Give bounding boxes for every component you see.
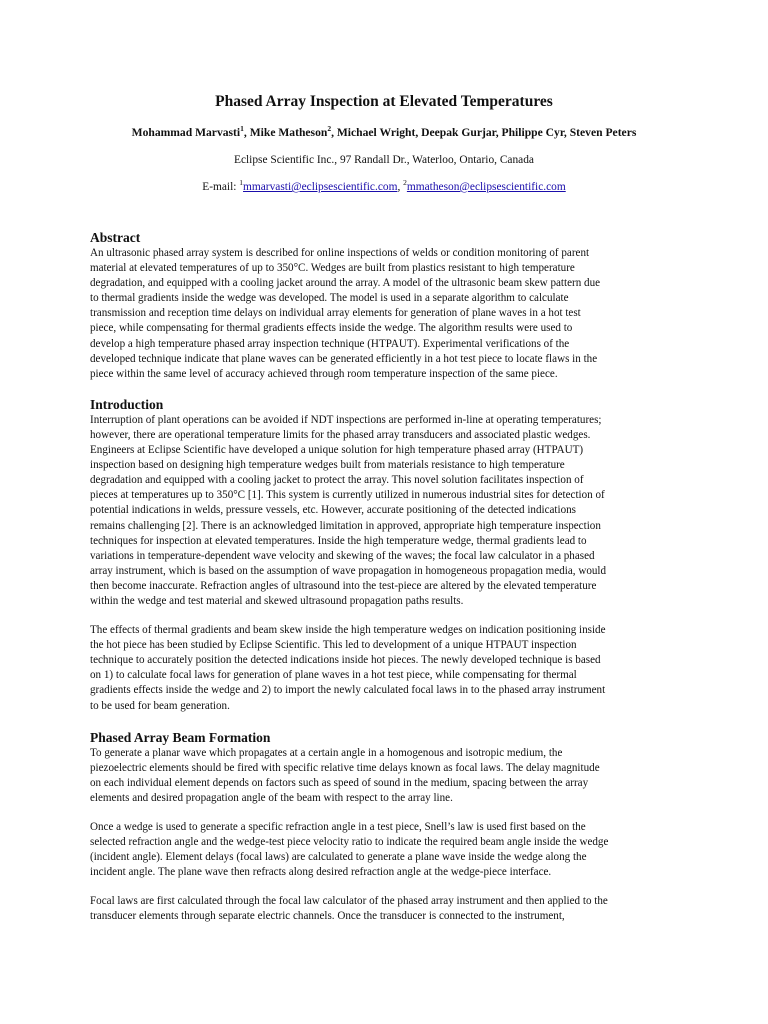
email-prefix: E-mail:	[202, 181, 240, 193]
author-name: Mohammad Marvasti	[131, 126, 241, 139]
email-line	[90, 180, 678, 195]
text-line: elements and desired propagation angle of the beam with respect to the array line.	[90, 791, 453, 804]
text-line: degradation, and equipped with a cooling jacket around the array. A model of the ultrasonic beam skew pattern due	[90, 277, 601, 290]
beam-formation-heading: Phased Array Beam Formation	[90, 729, 271, 745]
text-line: remains challenging [2]. There is an acknowledged limitation in approved, appropriate high temperature inspection	[90, 519, 601, 532]
text-line: Interruption of plant operations can be avoided if NDT inspections are performed in-line at operating temperatures;	[90, 413, 602, 426]
text-line: then become inaccurate. Refraction angles of ultrasound into the test-piece are altered by the elevated temperature	[90, 579, 597, 592]
text-line: transducer elements through separate electric channels. Once the transducer is connected to the instrument,	[90, 910, 565, 923]
text-line: material at elevated temperatures of up to 350°C. Wedges are built from plastics resistant to high temperature	[90, 262, 575, 275]
text-line: An ultrasonic phased array system is described for online inspections of welds or condition monitoring of parent	[90, 247, 590, 259]
text-line: on 1) to calculate focal laws for generation of plane waves in a hot test piece, while compensating for thermal	[90, 669, 577, 682]
author-name: Steven Peters	[569, 126, 637, 139]
text-line: developed technique indicate that plane waves can be generated efficiently in a hot test piece to locate flaws in the	[90, 352, 598, 365]
text-line: incident angle. The plane wave then refracts along desired refraction angle at the wedge-piece interface.	[90, 866, 552, 879]
text-line: degradation and equipped with a cooling jacket to protect the array. This novel solution facilitates inspection of	[90, 474, 584, 487]
email-sup-1: 1	[239, 178, 244, 188]
beam-formation-paragraph-1	[90, 746, 678, 806]
text-line: within the wedge and test material and skewed ultrasound propagation paths results.	[90, 594, 464, 607]
author-name: Philippe Cyr	[501, 126, 564, 139]
author-name: Michael Wright	[336, 126, 416, 139]
text-line: selected refraction angle and the wedge-test piece velocity ratio to indicate the required beam angle inside the wedge	[90, 836, 609, 849]
email-link-2[interactable]: mmatheson@eclipsescientific.com	[406, 181, 566, 193]
text-line: potential indications in welds, pressure vessels, etc. However, accurate positioning of the detected indications	[90, 504, 576, 517]
text-line: gradients effects inside the wedge and 2) to import the newly calculated focal laws in to the phased array instrument	[90, 684, 606, 697]
text-line: piece within the same level of accuracy achieved through room temperature inspection of the same piece.	[90, 367, 558, 380]
text-line: Once a wedge is used to generate a specific refraction angle in a test piece, Snell’s law is used first based on the	[90, 821, 586, 833]
text-line: the hot piece has been studied by Eclipse Scientific. This led to development of a unique HTPAUT inspection	[90, 639, 577, 652]
introduction-heading: Introduction	[90, 396, 164, 412]
text-line: array instrument, which is based on the assumption of wave propagation in homogeneous propagation media, would	[90, 564, 607, 577]
text-line: Focal laws are first calculated through the focal law calculator of the phased array instrument and then applied to the	[90, 895, 608, 908]
author-name: Deepak Gurjar	[421, 126, 496, 139]
text-line: technique to accurately position the detected indications inside hot pieces. The newly developed technique is based	[90, 654, 601, 667]
text-line: on each individual element depends on factors such as speed of sound in the medium, spacing between the array	[90, 776, 589, 789]
introduction-paragraph-1	[90, 413, 678, 609]
beam-formation-paragraph-2	[90, 820, 678, 880]
author-affiliation-sup: 1	[240, 124, 244, 134]
text-line: techniques for inspection at elevated temperatures. Inside the high temperature wedge, thermal gradients lead to	[90, 534, 587, 547]
text-line: however, there are operational temperature limits for the phased array transducers and associated plastic wedges.	[90, 428, 591, 441]
paper-page	[90, 92, 678, 925]
text-line: variations in temperature-dependent wave velocity and skewing of the waves; the focal law calculator in a phased	[90, 549, 595, 562]
abstract-paragraph	[90, 246, 678, 382]
text-line: Engineers at Eclipse Scientific have developed a unique solution for high temperature phased array (HTPAUT)	[90, 444, 584, 457]
text-line: piezoelectric elements should be fired with specific relative time delays known as focal laws. The delay magnitude	[90, 761, 600, 774]
abstract-heading: Abstract	[90, 230, 141, 245]
author-name: Mike Matheson	[249, 126, 328, 139]
text-line: The effects of thermal gradients and beam skew inside the high temperature wedges on indication positioning inside	[90, 624, 606, 637]
text-line: pieces at temperatures up to 350°C [1]. This system is currently utilized in numerous industrial sites for detection of	[90, 489, 605, 502]
author-affiliation-sup: 2	[327, 124, 332, 134]
paper-title: Phased Array Inspection at Elevated Temperatures	[215, 93, 553, 110]
email-link-1[interactable]: mmarvasti@eclipsescientific.com	[243, 181, 398, 193]
text-line: To generate a planar wave which propagates at a certain angle in a homogenous and isotropic medium, the	[90, 746, 563, 759]
text-line: transmission and reception time delays on individual array elements for generation of plane waves in a hot test	[90, 307, 581, 320]
text-line: develop a high temperature phased array inspection technique (HTPAUT). Experimental verifications of the	[90, 337, 570, 350]
introduction-paragraph-2	[90, 623, 678, 714]
beam-formation-paragraph-3	[90, 894, 678, 924]
email-separator: ,	[397, 181, 404, 193]
text-line: to be used for beam generation.	[90, 699, 230, 712]
text-line: (incident angle). Element delays (focal laws) are calculated to generate a plane wave inside the wedge along the	[90, 851, 587, 864]
email-sup-2: 2	[403, 178, 407, 188]
text-line: inspection based on designing high temperature wedges built from materials resistance to high temperature	[90, 459, 565, 472]
author-list: Mohammad Marvasti$^1$, Mike Matheson$^2$, Michael Wright, Deepak Gurjar, Philippe Cyr, Steven Peters	[131, 124, 637, 139]
text-line: piece, while compensating for thermal gradients effects inside the wedge. The algorithm results were used to	[90, 322, 573, 335]
affiliation: Eclipse Scientific Inc., 97 Randall Dr., Waterloo, Ontario, Canada	[233, 154, 534, 166]
text-line: to thermal gradients inside the wedge was developed. The model is used in a separate algorithm to calculate	[90, 292, 569, 305]
